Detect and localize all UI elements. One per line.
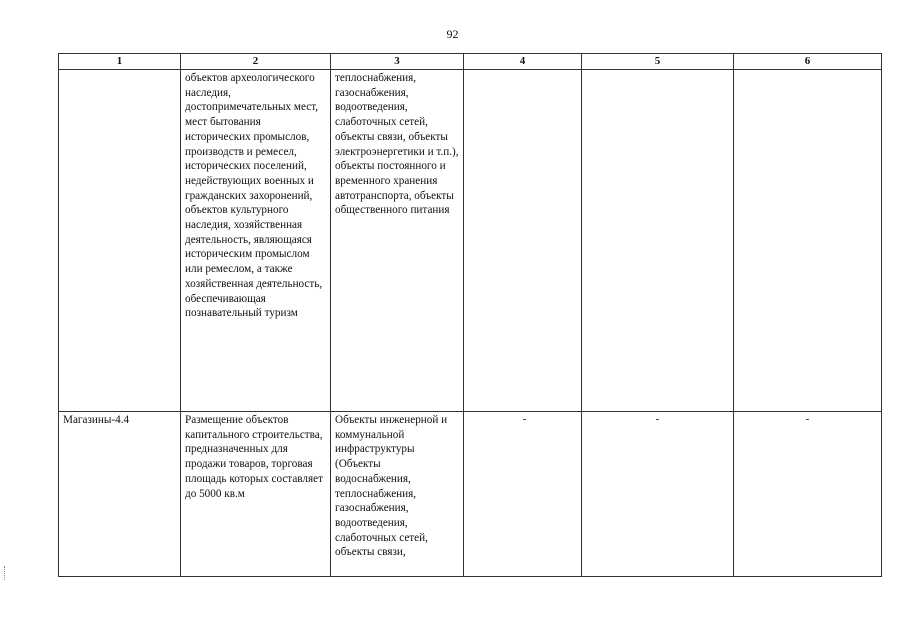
column-header-6: 6 (734, 54, 882, 70)
table-cell (734, 412, 882, 577)
cell-text: Объекты инженерной и коммунальной инфраструктуры (Объекты водоснабжения, теплоснабжения, газоснабжения, водоотведения, слаботочных сетей, объекты связи, (335, 414, 448, 559)
regulations-table (58, 53, 882, 577)
cell-text: объектов археологического наследия, достопримечательных мест, мест бытования исторических промыслов, производств и ремесел, исторических поселений, недействующих военных и гражданских захоронений, объектов культурного наследия, хозяйственная деятельность, являющаяся историческим промыслом или ремеслом, а также хозяйственная деятельность, обеспечивающая познавательный туризм (185, 72, 323, 320)
dash-mark: - (522, 413, 527, 425)
table-cell (59, 70, 181, 412)
page-number: 92 (446, 27, 459, 41)
table-cell (464, 412, 582, 577)
table-cell (181, 70, 331, 412)
cell-text (582, 70, 733, 71)
column-header-4: 4 (464, 54, 582, 70)
column-header-2: 2 (181, 54, 331, 70)
margin-mark (4, 566, 9, 580)
table-row (59, 412, 882, 577)
column-header-5: 5 (582, 54, 734, 70)
table-cell (582, 412, 734, 577)
table-cell (582, 70, 734, 412)
column-header-3: 3 (331, 54, 464, 70)
cell-text: Размещение объектов капитального строительства, предназначенных для продажи товаров, торговая площадь которых составляет до 5000 кв.м (185, 414, 323, 500)
cell-text (464, 70, 581, 71)
cell-text: Магазины-4.4 (63, 414, 130, 426)
dash-mark: - (655, 413, 660, 425)
table-cell (331, 412, 464, 577)
cell-text: теплоснабжения, газоснабжения, водоотведения, слаботочных сетей, объекты связи, объекты электроэнергетики и т.п.), объекты постоянного и временного хранения автотранспорта, объекты общественного питания (335, 72, 459, 217)
dash-mark: - (805, 413, 810, 425)
table-cell (464, 70, 582, 412)
cell-text (59, 70, 180, 71)
table-cell (59, 412, 181, 577)
column-header-1: 1 (59, 54, 181, 70)
table-cell (181, 412, 331, 577)
table-cell (734, 70, 882, 412)
table-header-row (59, 54, 882, 70)
table-row (59, 70, 882, 412)
cell-text (734, 70, 881, 71)
table-cell (331, 70, 464, 412)
